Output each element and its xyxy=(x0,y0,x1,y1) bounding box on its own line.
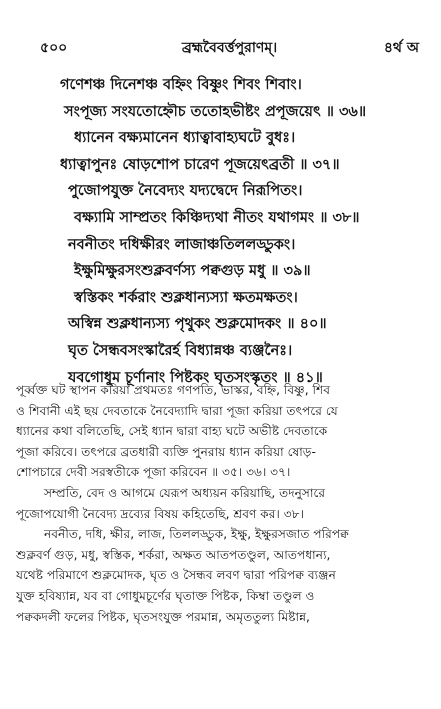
chapter-label: ৪র্থ অ xyxy=(383,40,419,56)
commentary-line: পূজা করিবে। তৎপরে ব্রতধারী ব্যক্তি পুনরায় ধ্যান করিয়া ষোড়- xyxy=(16,444,316,459)
commentary-line: পূর্ব্বক্ত ঘট স্থাপন করিয়া প্রথমতঃ গণপতি, ভাস্কর, বহ্নি, বিষ্ণু, শিব xyxy=(16,383,331,397)
verse-line: সংপূজ্য সংযতোহ্নৌচ ততোহভীষ্টং প্রপূজয়েৎ ॥ ৩৬॥ xyxy=(64,103,367,120)
page-number: ৫০০ xyxy=(40,40,68,56)
verse-line: ধ্যাত্বাপুনঃ ষোড়শোপ চারেণ পূজয়েৎব্রতী ॥ ৩৭॥ xyxy=(60,156,340,173)
commentary-line: সম্প্রতি, বেদ ও আগমে যেরূপ অধ্যয়ন করিয়াছি, তদনুসারে xyxy=(44,485,326,500)
commentary-line: পক্বকদলী ফলের পিষ্টক, ঘৃতসংযুক্ত পরমান্ন, অমৃততুল্য মিষ্টান্ন, xyxy=(16,609,310,624)
running-title: ব্রহ্মবৈবর্ত্তপুরাণম্। xyxy=(181,40,278,56)
commentary-line: যথেষ্ট পরিমাণে শুক্লমোদক, ঘৃত ও সৈন্ধব লবণ দ্বারা পরিপক্ব ব্যঞ্জন xyxy=(16,568,336,583)
commentary-line: ও শিবানী এই ছয় দেবতাকে নৈবেদ্যাদি দ্বারা পূজা করিয়া তৎপরে যে xyxy=(16,403,338,418)
commentary-line: শোপচারে দেবী সরস্বতীকে পূজা করিবেন ॥ ৩৫। ৩৬। ৩৭। xyxy=(16,465,291,480)
verse-line: অস্বিন্ন শুক্লধান্যস্য পৃথুকং শুক্লমোদকং ॥ ৪০॥ xyxy=(68,316,327,333)
verse-line: নবনীতং দধিক্ষীরং লাজাঞ্চতিললড্ডুকং। xyxy=(68,236,296,253)
verse-line: পুজোপযুক্ত নৈবেদ্যং যদ্যদ্বেদে নিরূপিতং। xyxy=(68,183,303,200)
verse-line: স্বস্তিকং শর্করাং শুক্লধান্যস্যা ক্ষতমক্ষতং। xyxy=(74,289,298,306)
verse-line: ইক্ষুমিক্ষুরসংশুক্লবর্ণস্য পক্বগুড় মধু ॥ ৩৯॥ xyxy=(74,263,311,280)
bengali-commentary xyxy=(16,380,431,627)
sanskrit-verses xyxy=(60,72,425,391)
verse-line: যবগোধুম চূর্ণানাং পিষ্টকং ঘৃতসংস্কৃতং ॥ ৪১॥ xyxy=(68,369,323,386)
commentary-line: পূজোপযোগী নৈবেদ্য দ্রব্যের বিষয় কহিতেছি, শ্রবণ কর। ৩৮। xyxy=(16,506,304,521)
verse-line: বক্ষ্যামি সাম্প্রতং কিঞ্চিদ্যথা নীতং যথাগমং ॥ ৩৮॥ xyxy=(74,209,360,226)
commentary-line: ধ্যানের কথা বলিতেছি, সেই ধ্যান দ্বারা বাহ্য ঘটে অভীষ্ট দেবতাকে xyxy=(16,424,328,439)
commentary-line: শুক্লবর্ণ গুড়, মধু, স্বস্তিক, শর্করা, অক্ষত আতপতণ্ডুল, আতপধান্য, xyxy=(16,547,331,562)
verse-line: ঘৃত সৈন্ধবসংস্কারৈর্হ বিধ্যান্নঞ্চ ব্যঞ্জনৈঃ। xyxy=(68,342,293,359)
verse-line: গণেশঞ্চ দিনেশঞ্চ বহ্নিং বিষ্ণুং শিবং শিবাং। xyxy=(60,77,302,93)
commentary-line: নবনীত, দধি, ক্ষীর, লাজ, তিললড্ডুক, ইক্ষু, ইক্ষুরসজাত পরিপক্ব xyxy=(44,527,349,542)
page-header xyxy=(40,36,419,58)
commentary-line: যুক্ত হবিষ্যান্ন, যব বা গোধুমচূর্ণের ঘৃতাক্ত পিষ্টক, কিম্বা তণ্ডুল ও xyxy=(16,588,315,603)
verse-line: ধ্যানেন বক্ষ্যমানেন ধ্যাত্বাবাহ্যঘটে বুধঃ। xyxy=(74,130,296,147)
